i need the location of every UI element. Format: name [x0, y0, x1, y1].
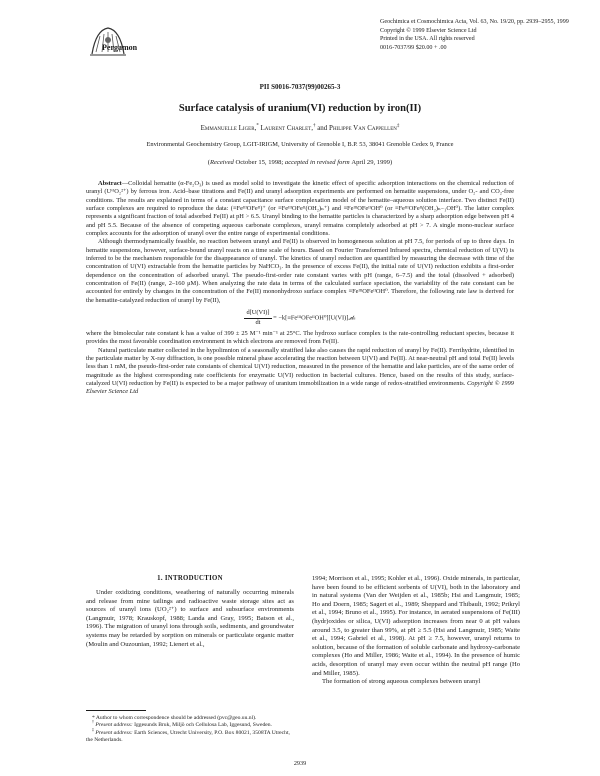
- abstract-copyright: Copyright © 1999 Elsevier Science Ltd: [86, 379, 514, 396]
- abstract-paragraph: where the bimolecular rate constant k has a value of 399 ± 25 M⁻¹ min⁻¹ at 25°C. The hydroxo surface complex is the rate-controlling reductant species, because it provides the most favorable coordination environment in which electrons are removed from Fe(II).: [86, 329, 514, 346]
- paper-title: Surface catalysis of uranium(VI) reduction by iron(II): [178, 103, 422, 114]
- footnote: * Author to whom correspondence should be addressed (pvc@geo.uu.nl).: [92, 715, 257, 721]
- intro-paragraph: The formation of strong aqueous complexes between uranyl: [322, 678, 481, 686]
- rate-law-equation: [86, 309, 514, 327]
- author-liger-mark: *: [256, 123, 259, 129]
- footnote: † Present address: Iggesunds Bruk, Miljö och Cellulosa Lab, Iggesund, Sweden.: [92, 720, 272, 729]
- footnote: ‡ Present address: Earth Sciences, Utrecht University, P.O. Box 80021, 3508TA Utrecht, the Netherlands.: [86, 727, 290, 744]
- author-charlet: Laurent Charlet,: [260, 124, 313, 132]
- intro-paragraph: 1994; Morrison et al., 1995; Kohler et al., 1996). Oxide minerals, in particular, have been found to be efficient sorbents of U(VI), both in the laboratory and in natural systems (Van der Weijden et al., 1985b; Hsi and Langmuir, 1985; Ho and Doern, 1985; Sagert et al., 1989; Sheppard and Thibault, 1992; Prikryl et al., 1994; Bruno et al., 1995). For instance, in aerated suspensions of Fe(III) (hydr)oxides or silica, U(VI) adsorption increases from near 0 at pH values around 3.5, to greater than 99%, at pH ≥ 5.5 (Hsi and Langmuir, 1985; Waite et al., 1994; Gabriel et al., 1998). At pH ≥ 7.5, however, uranyl returns to solution, because of the formation of soluble carbonate and hydroxy-carbonate complexes (Ho and Miller, 1986; Waite et al., 1994). In the presence of humic acids, desorption of uranyl may even occur within the neutral pH range (Ho and Miller, 1985).: [312, 575, 520, 677]
- section-heading: 1. INTRODUCTION: [157, 575, 223, 582]
- author-van-cappellen-mark: ‡: [396, 123, 400, 129]
- equation-fraction: [244, 309, 271, 327]
- author-list: [0, 124, 600, 132]
- left-column: [86, 589, 294, 649]
- footnote-divider: [86, 710, 146, 711]
- abstract-label: Abstract: [98, 180, 122, 187]
- author-van-cappellen: Philippe Van Cappellen: [329, 124, 397, 132]
- equation-denominator: dt: [255, 318, 261, 326]
- printed-line: Printed in the USA. All rights reserved: [380, 36, 475, 43]
- abstract-paragraph: Although thermodynamically feasible, no reaction between uranyl and Fe(II) is observed in homogeneous solution at pH 7.5, for periods of up to three days. In hematite suspensions, however, surface-bound uranyl reacts on a time scale of hours. Based on Fourier Transformed Infrared spectra, chemical reduction of U(VI) is inferred to be the mechanism responsible for the disappearance of uranyl. The kinetics of uranyl reduction are quantified by measuring the decrease with time of the concentration of U(VI) extractable from the hematite particles by NaHCO₃. In the presence of excess Fe(II), the initial rate of U(VI) reduction exhibits a first-order dependence on the concentration of adsorbed uranyl. The pseudo-first-order rate constant varies with pH (range, 6–7.5) and the total (dissolved + adsorbed) concentration of Fe(II) (range, 2–160 μM). When analyzing the rate data in terms of the calculated surface speciation, the variability of the rate constant can be accounted for entirely by changes in the concentration of the Fe(II) mononhydroxo surface complex ≡FeᴵᴵᴵOFeᴵᴵOH⁰. Therefore, the following rate law is derived for the hematite-catalyzed reduction of uranyl by Fe(II),: [86, 238, 514, 304]
- received-date: October 15, 1998;: [235, 159, 284, 166]
- affiliation: Environmental Geochemistry Group, LGIT-IRIGM, University of Grenoble I, B.P. 53, 38041 Grenoble Cedex 9, France: [146, 141, 454, 148]
- right-column: [312, 575, 520, 687]
- publisher-name: Pergamon: [102, 43, 138, 52]
- abstract-paragraph: Natural particulate matter collected in the hypolimnion of a seasonally stratified lake also causes the rapid reduction of uranyl by Fe(II). Ferrihydrite, identified in the particulate matter by X-ray diffraction, is one possible mineral phase accelerating the reaction between U(VI) and Fe(II). At near-neutral pH and total Fe(II) levels less than 1 mM, the pseudo-first-order rate constants of chemical U(VI) reduction, measured in the presence of the hematite and lake particles, are of the same order of magnitude as the highest corresponding rate coefficients for enzymatic U(VI) reduction in bacterial cultures. Hence, based on the results of this study, surface-catalyzed U(VI) reduction by Fe(II) is expected to be a major pathway of uranium immobilization in a wide range of redox-stratified environments. Copyright © 1999 Elsevier Science Ltd: [86, 346, 514, 396]
- received-dates: (Received October 15, 1998; accepted in revised form April 29, 1999): [207, 159, 393, 166]
- abstract: [86, 180, 514, 397]
- equation-numerator: d[U(VI)]: [244, 309, 271, 318]
- pii-identifier: PII S0016-7037(99)00265-3: [259, 83, 341, 91]
- pergamon-logo-icon: [86, 22, 130, 62]
- abstract-paragraph: Abstract—Colloidal hematite (α-Fe₂O₃) is used as model solid to investigate the kinetic effect of specific adsorption interactions on the chemical reduction of uranyl (UᵛᴵO₂²⁺) by ferrous iron. Acid–base titrations and Fe(II) and uranyl adsorption experiments are performed on hematite suspensions, under O₂- and CO₂-free conditions. The results are explained in terms of a constant capacitance surface complexation model of the hematite–aqueous solution interface. Two distinct Fe(II) surface complexes are required to reproduce the data: (≡FeᴵᴵᴵOFeᴵᴵ)⁺ (or ≡FeᴵᴵᴵOFeᴵᴵ(OH₂)ₙ⁺) and ≡FeᴵᴵᴵOFeᴵᴵOH⁰ (or ≡FeᴵᴵᴵOFeᴵᴵ(OH₂)ₙ₋₁OH⁰). The latter complex represents a significant fraction of total adsorbed Fe(II) at pH > 6.5. Uranyl binding to the hematite particles is characterized by a sharp adsorption edge between pH 4 and pH 5.5. Because of the absence of competing aqueous carbonate complexes, uranyl remains completely adsorbed at pH > 7. A single mono-nuclear surface complex accounts for the adsorption of uranyl over the entire range of experimental conditions.: [86, 180, 514, 238]
- author-charlet-mark: †: [312, 123, 316, 129]
- received-label: Received: [210, 159, 234, 166]
- journal-citation: Geochimica et Cosmochimica Acta, Vol. 63, No. 19/20, pp. 2939–2955, 1999: [380, 19, 569, 25]
- intro-paragraph: Under oxidizing conditions, weathering of naturally occurring minerals and release from mine tailings and radioactive waste storage sites act as sources of uranyl ions (UO₂²⁺) to surface and subsurface environments (Langmuir, 1978; Krauskopf, 1988; Landa and Gray, 1995; Batson et al., 1996). The migration of uranyl ions through soils, sediments, and groundwater systems may be retarded by sorption on minerals or particulate organic matter (Moulin and Ouzounian, 1992; Lienert et al.,: [86, 589, 294, 648]
- accepted-date: April 29, 1999: [351, 159, 390, 166]
- issn-line: 0016-7037/99 $20.00 + .00: [380, 44, 447, 51]
- page-number: 2939: [293, 760, 307, 767]
- copyright-line: Copyright © 1999 Elsevier Science Ltd: [380, 27, 477, 34]
- pergamon-logo: [86, 22, 130, 62]
- author-liger: Emmanuelle Liger,: [200, 124, 257, 132]
- journal-info: [380, 18, 569, 52]
- accepted-label: accepted in revised form: [284, 159, 350, 166]
- author-conjunction: and: [317, 124, 328, 132]
- equation-rhs: = −k[≡FeᴵᴵᴵOFeᴵᴵOH⁰][U(VI)]ₐ𝒹ₛ: [273, 314, 356, 322]
- footnotes: [86, 715, 294, 745]
